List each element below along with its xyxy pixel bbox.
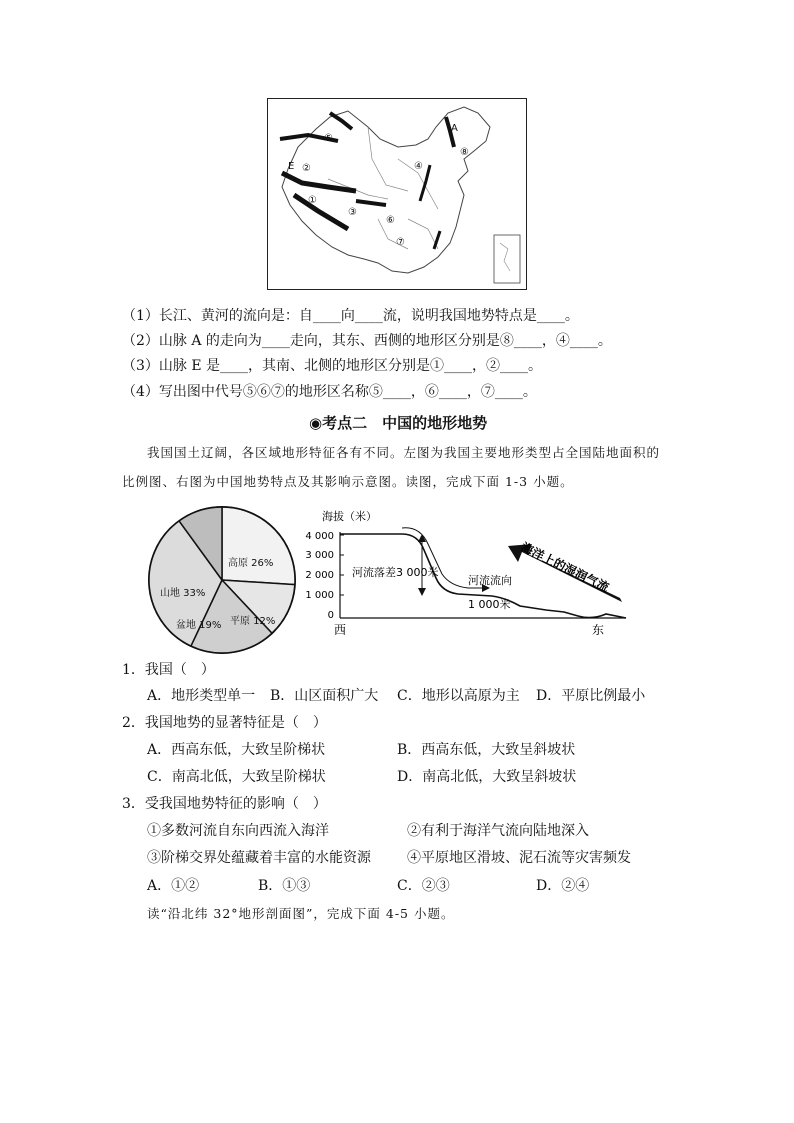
drop-label: 河流落差3 000米 <box>352 566 439 579</box>
label-1: ① <box>308 195 317 206</box>
label-7: ⑦ <box>396 237 405 248</box>
pie-label-basin: 盆地 19% <box>176 620 222 631</box>
footer-intro: 读“沿北纬 32°地形剖面图”，完成下面 4-5 小题。 <box>147 906 455 921</box>
china-terrain-map <box>267 98 527 290</box>
ytick-1000: 1 000 <box>305 590 334 601</box>
label-6: ⑥ <box>386 215 395 226</box>
mcq1-option-b: B．山区面积广大 <box>270 688 379 704</box>
mcq2-option-b: B．西高东低，大致呈斜坡状 <box>397 742 576 758</box>
pie-label-mountain: 山地 33% <box>160 588 206 599</box>
intro-line-1: 我国国土辽阔，各区域地形特征各有不同。左图为我国主要地形类型占全国陆地面积的 <box>147 445 661 460</box>
range-qinling <box>356 201 386 205</box>
intro-line-2: 比例图、右图为中国地势特点及其影响示意图。读图，完成下面 1-3 小题。 <box>122 474 574 489</box>
ytick-3000: 3 000 <box>305 550 334 561</box>
mcq2-stem: 2．我国地势的显著特征是（ ） <box>122 715 327 731</box>
bottom-label: 1 000米 <box>468 598 511 611</box>
west-label: 西 <box>334 623 347 637</box>
drop-arrow-bottom <box>418 588 426 596</box>
china-outline <box>282 107 490 273</box>
ytick-2000: 2 000 <box>305 570 334 581</box>
range-altai <box>330 113 352 129</box>
air-label: 海洋上的湿润气流 <box>518 540 612 595</box>
mcq1-stem: 1．我国（ ） <box>122 662 215 678</box>
label-3: ③ <box>348 207 357 218</box>
mcq3-statement-2: ②有利于海洋气流向陆地深入 <box>407 823 589 839</box>
ytick-4000: 4 000 <box>305 531 334 542</box>
question-3: （3）山脉 E 是____，其南、北侧的地形区分别是①____，②____。 <box>122 358 543 374</box>
south-sea-inset <box>494 235 520 283</box>
question-2: （2）山脉 A 的走向为____走向，其东、西侧的地形区分别是⑧____，④____。 <box>122 333 612 349</box>
range-himalaya <box>294 195 348 229</box>
mcq3-stem: 3．受我国地势特征的影响（ ） <box>122 796 327 812</box>
mcq3-option-c: C．②③ <box>397 878 450 894</box>
mcq3-statement-3: ③阶梯交界处蕴藏着丰富的水能资源 <box>147 850 371 866</box>
mcq2-option-a: A．西高东低，大致呈阶梯状 <box>147 742 326 758</box>
label-4: ④ <box>414 161 423 172</box>
pie-label-plain: 平原 12% <box>230 616 276 627</box>
map-svg <box>268 99 526 289</box>
mcq3-statement-4: ④平原地区滑坡、泥石流等灾害频发 <box>407 850 631 866</box>
elevation-profile-chart <box>296 506 642 646</box>
profile-ylabel: 海拔（米） <box>322 510 377 523</box>
ytick-0: 0 <box>327 610 334 621</box>
label-a: A <box>451 123 458 134</box>
mcq3-option-a: A．①② <box>147 878 200 894</box>
label-8: ⑧ <box>460 147 469 158</box>
pie-label-plateau: 高原 26% <box>228 558 274 569</box>
label-2: ② <box>302 163 311 174</box>
inset-coast <box>500 243 510 271</box>
mcq3-option-b: B．①③ <box>258 878 311 894</box>
question-1: （1）长江、黄河的流向是：自____向____流，说明我国地势特点是____。 <box>122 308 579 324</box>
mcq2-option-d: D．南高北低，大致呈斜坡状 <box>397 769 577 785</box>
mcq3-statement-1: ①多数河流自东向西流入海洋 <box>147 823 329 839</box>
east-label: 东 <box>592 623 605 637</box>
label-5: ⑤ <box>324 133 333 144</box>
flow-label: 河流流向 <box>468 574 512 587</box>
section-title: ◉考点二 中国的地形地势 <box>309 414 488 432</box>
terrain-pie-chart <box>146 504 298 656</box>
label-e: E <box>288 161 295 172</box>
range-e-kunlun <box>282 173 356 191</box>
mcq1-option-a: A．地形类型单一 <box>147 688 256 704</box>
pie-slice-plateau <box>222 507 295 585</box>
mcq1-option-c: C．地形以高原为主 <box>397 688 520 704</box>
mcq3-option-d: D．②④ <box>536 878 590 894</box>
question-4: （4）写出图中代号⑤⑥⑦的地形区名称⑤____，⑥____，⑦____。 <box>122 384 537 400</box>
mcq1-option-d: D．平原比例最小 <box>536 688 646 704</box>
mcq2-option-c: C．南高北低，大致呈阶梯状 <box>147 769 326 785</box>
